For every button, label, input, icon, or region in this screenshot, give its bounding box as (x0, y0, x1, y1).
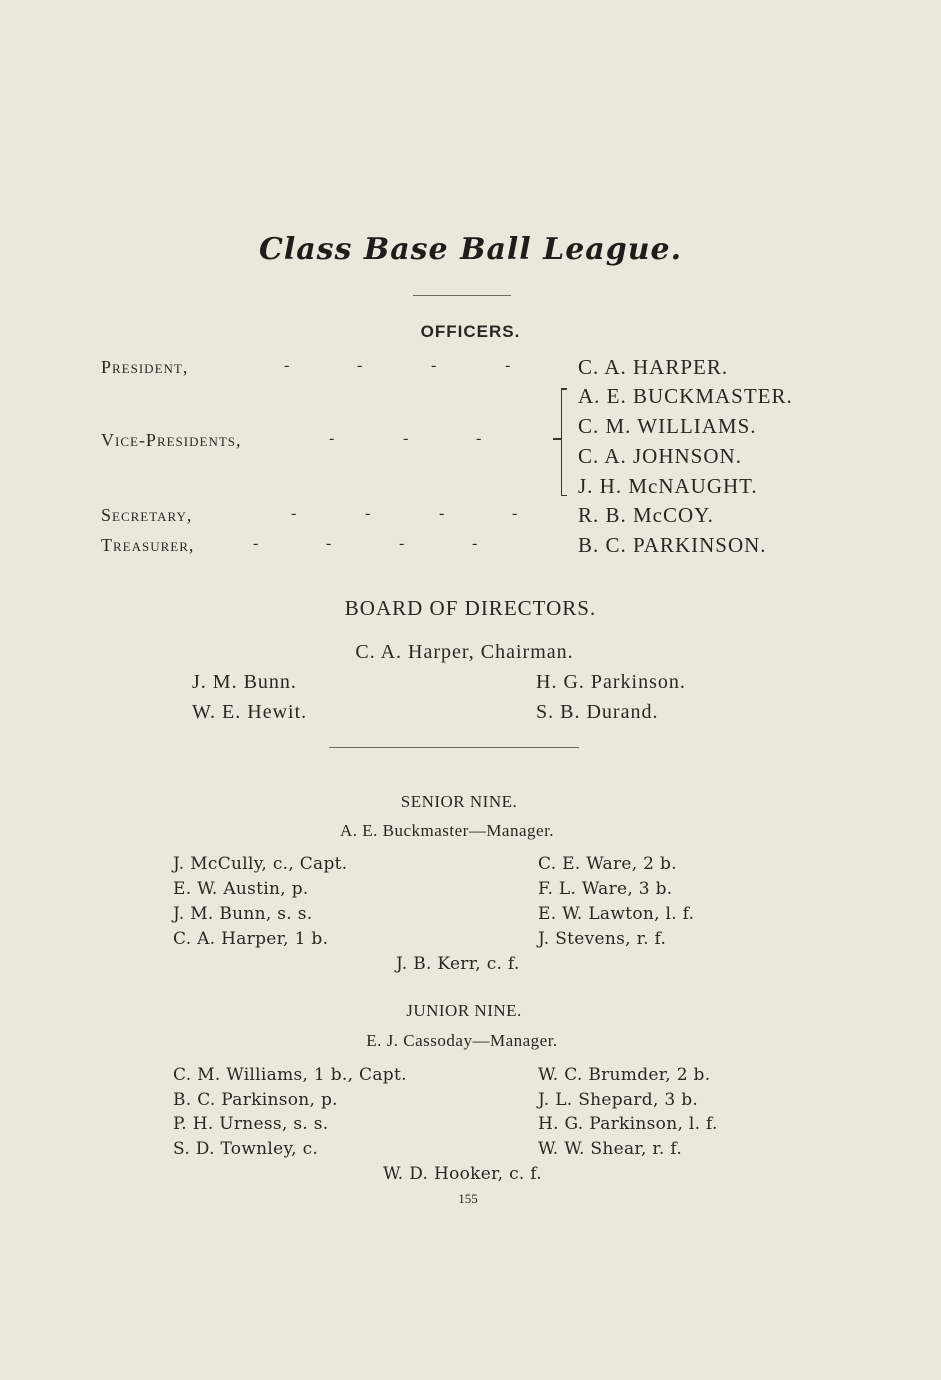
director-name: S. B. Durand. (536, 701, 659, 723)
senior-player: J. McCully, c., Capt. (173, 854, 348, 874)
leader-dash: - (472, 535, 478, 552)
vice-presidents-label: Vice-Presidents, (101, 430, 242, 450)
senior-player: F. L. Ware, 3 b. (538, 879, 673, 899)
senior-player: J. B. Kerr, c. f. (396, 954, 520, 974)
junior-player: H. G. Parkinson, l. f. (538, 1114, 718, 1134)
senior-player: E. W. Austin, p. (173, 879, 309, 899)
leader-dash: - (431, 357, 437, 374)
junior-nine-manager: E. J. Cassoday—Manager. (366, 1031, 558, 1050)
leader-dash: - (253, 535, 259, 552)
leader-dash: - (403, 430, 409, 447)
junior-nine-heading: JUNIOR NINE. (406, 1001, 522, 1020)
title-divider (413, 295, 511, 296)
vice-president-name: J. H. McNAUGHT. (578, 474, 758, 498)
junior-player: W. D. Hooker, c. f. (383, 1164, 542, 1184)
board-heading: BOARD OF DIRECTORS. (344, 596, 597, 620)
senior-player: C. A. Harper, 1 b. (173, 929, 329, 949)
leader-dash: - (365, 505, 371, 522)
junior-player: J. L. Shepard, 3 b. (538, 1090, 699, 1110)
leader-dash: - (357, 357, 363, 374)
senior-player: J. Stevens, r. f. (538, 929, 667, 949)
junior-player: P. H. Urness, s. s. (173, 1114, 329, 1134)
director-name: H. G. Parkinson. (536, 671, 686, 693)
leader-dash: - (329, 430, 335, 447)
vice-president-name: A. E. BUCKMASTER. (578, 384, 793, 408)
director-name: J. M. Bunn. (192, 671, 297, 693)
junior-player: W. W. Shear, r. f. (538, 1139, 683, 1159)
senior-player: J. M. Bunn, s. s. (173, 904, 313, 924)
officers-heading: OFFICERS. (420, 322, 521, 341)
treasurer-label: Treasurer, (101, 535, 195, 555)
leader-dash: - (439, 505, 445, 522)
vice-president-name: C. A. JOHNSON. (578, 444, 742, 468)
president-label: President, (101, 357, 189, 377)
director-name: W. E. Hewit. (192, 701, 308, 723)
leader-dash: - (399, 535, 405, 552)
leader-dash: - (326, 535, 332, 552)
senior-player: E. W. Lawton, l. f. (538, 904, 695, 924)
president-name: C. A. HARPER. (578, 355, 729, 379)
junior-player: C. M. Williams, 1 b., Capt. (173, 1065, 407, 1085)
brace-tip (553, 438, 561, 440)
vice-presidents-brace (561, 388, 572, 496)
page-number: 155 (458, 1191, 478, 1206)
secretary-name: R. B. McCOY. (578, 503, 714, 527)
section-divider (329, 747, 579, 748)
leader-dash: - (512, 505, 518, 522)
junior-player: W. C. Brumder, 2 b. (538, 1065, 711, 1085)
senior-nine-manager: A. E. Buckmaster—Manager. (339, 821, 555, 840)
leader-dash: - (291, 505, 297, 522)
leader-dash: - (505, 357, 511, 374)
leader-dash: - (284, 357, 290, 374)
page-title: Class Base Ball League. (258, 232, 683, 267)
leader-dash: - (476, 430, 482, 447)
vice-president-name: C. M. WILLIAMS. (578, 414, 757, 438)
senior-nine-heading: SENIOR NINE. (400, 792, 518, 811)
board-chairman: C. A. Harper, Chairman. (355, 641, 574, 663)
junior-player: B. C. Parkinson, p. (173, 1090, 338, 1110)
senior-player: C. E. Ware, 2 b. (538, 854, 677, 874)
secretary-label: Secretary, (101, 505, 193, 525)
treasurer-name: B. C. PARKINSON. (578, 533, 767, 557)
junior-player: S. D. Townley, c. (173, 1139, 319, 1159)
